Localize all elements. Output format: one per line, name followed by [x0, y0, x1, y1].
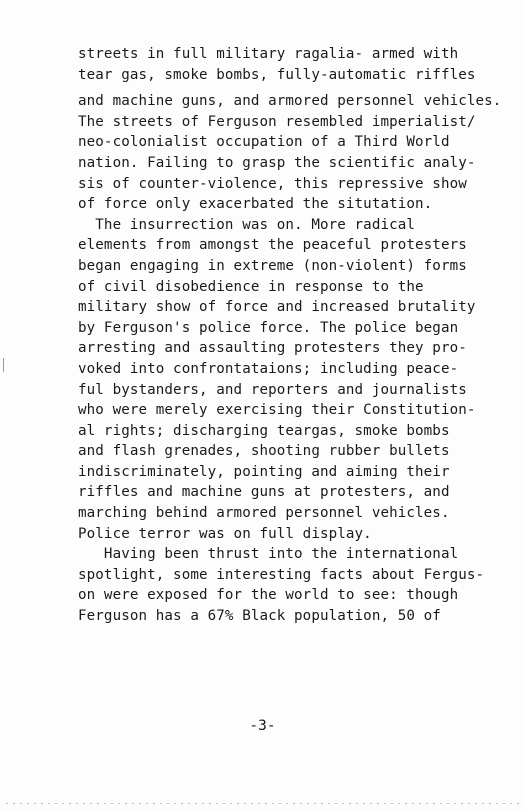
text-line: of civil disobedience in response to the: [78, 278, 424, 295]
text-line: military show of force and increased brutality: [78, 299, 476, 316]
text-line: of force only exacerbated the situtation.: [78, 196, 433, 213]
text-line: sis of counter-violence, this repressive show: [78, 175, 467, 192]
text-line: streets in full military ragalia- armed with: [78, 46, 459, 62]
text-line: Ferguson has a 67% Black population, 50 of: [78, 608, 441, 625]
text-line: nation. Failing to grasp the scientific analy-: [78, 154, 476, 171]
text-line: voked into confrontataions; including peace-: [78, 360, 459, 377]
text-line: and machine guns, and armored personnel vehicles.: [78, 93, 502, 110]
text-line: neo-colonialist occupation of a Third World: [78, 134, 450, 151]
margin-mark: [3, 358, 4, 372]
text-line: spotlight, some interesting facts about Fergus-: [78, 566, 485, 583]
text-line: Police terror was on full display.: [78, 525, 372, 542]
text-line: arresting and assaulting protesters they pro-: [78, 340, 467, 357]
text-line: and flash grenades, shooting rubber bullets: [78, 443, 450, 460]
text-line: The insurrection was on. More radical: [78, 216, 416, 233]
text-line: indiscriminately, pointing and aiming their: [78, 463, 450, 480]
text-line: The streets of Ferguson resembled imperialist/: [78, 113, 476, 130]
text-line: by Ferguson's police force. The police began: [78, 319, 459, 336]
text-line: Having been thrust into the international: [78, 546, 459, 563]
text-line: riffles and machine guns at protesters, and: [78, 484, 450, 501]
body-text: [78, 44, 508, 627]
page-number: -3-: [249, 718, 276, 734]
text-line: elements from amongst the peaceful protesters: [78, 237, 467, 254]
text-line: tear gas, smoke bombs, fully-automatic riffles: [78, 66, 476, 83]
bottom-edge-rule: [6, 803, 519, 804]
text-line: ful bystanders, and reporters and journalists: [78, 381, 467, 398]
text-line: al rights; discharging teargas, smoke bombs: [78, 422, 450, 439]
text-line: who were merely exercising their Constitution-: [78, 402, 476, 419]
text-line: marching behind armored personnel vehicles.: [78, 505, 450, 522]
text-line: began engaging in extreme (non-violent) forms: [78, 257, 467, 274]
text-line: on were exposed for the world to see: though: [78, 587, 459, 604]
